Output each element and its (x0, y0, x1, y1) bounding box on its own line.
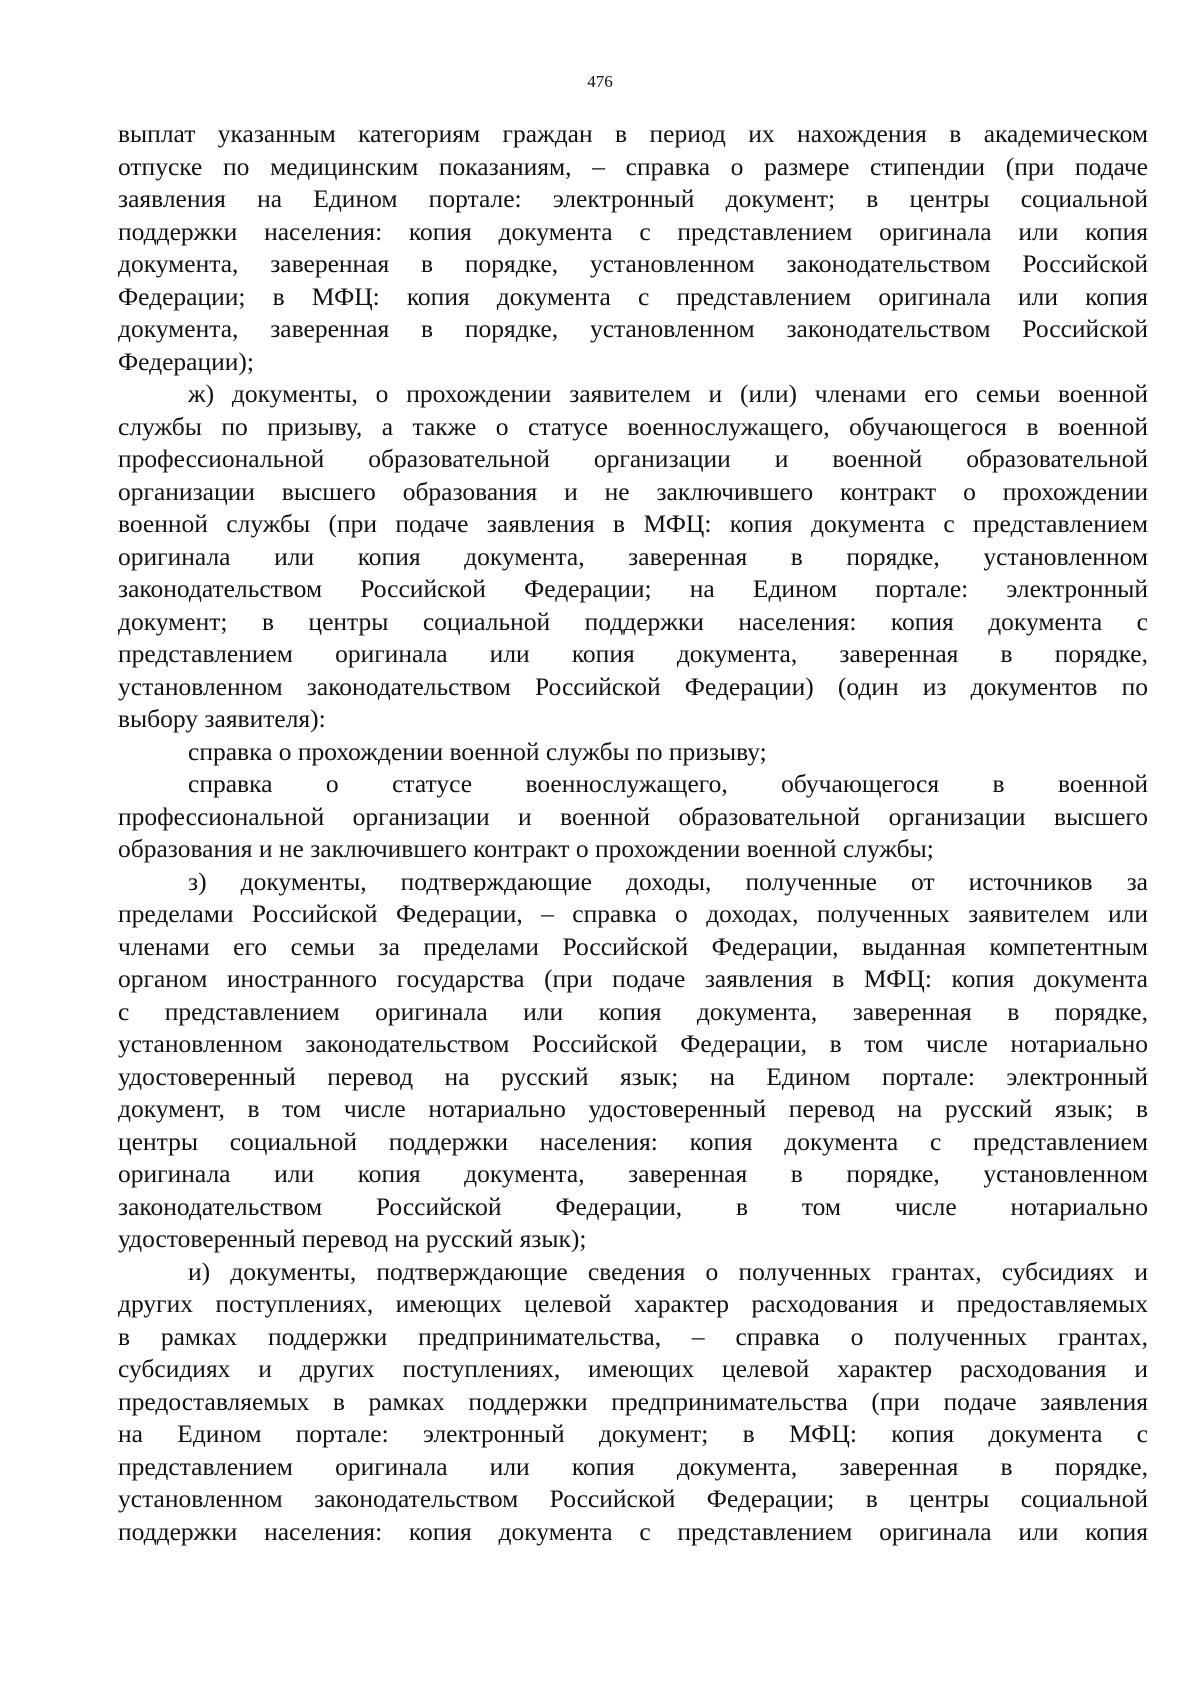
text-line: центры социальной поддержки населения: копия документа с представлением (118, 1126, 1148, 1156)
text-line: представлением оригинала или копия документа, заверенная в порядке, (118, 1451, 1148, 1481)
text-line: других поступлениях, имеющих целевой характер расходования и предоставляемых (118, 1289, 1148, 1318)
text-line: законодательством Российской Федерации; на Едином портале: электронный (118, 574, 1148, 603)
text-line: справка о статусе военнослужащего, обучающегося в военной (188, 769, 1148, 798)
text-line: военной службы (при подаче заявления в МФЦ: копия документа с представлением (118, 509, 1148, 538)
text-line: установленном законодательством Российской Федерации) (один из документов по (118, 671, 1148, 701)
text-line: органом иностранного государства (при подаче заявления в МФЦ: копия документа (118, 964, 1148, 993)
text-line: представлением оригинала или копия документа, заверенная в порядке, (118, 639, 1148, 668)
text-line: выплат указанным категориям граждан в период их нахождения в академическом (118, 119, 1148, 148)
page-number: 476 (587, 72, 613, 91)
text-line: профессиональной образовательной организации и военной образовательной (118, 444, 1148, 473)
text-line: документа, заверенная в порядке, установленном законодательством Российской (118, 249, 1148, 278)
text-line: з) документы, подтверждающие доходы, полученные от источников за (188, 866, 1148, 896)
text-line: службы по призыву, а также о статусе военнослужащего, обучающегося в военной (118, 411, 1148, 441)
text-line: субсидиях и других поступлениях, имеющих целевой характер расходования и (118, 1354, 1148, 1383)
text-line: удостоверенный перевод на русский язык; на Едином портале: электронный (118, 1061, 1148, 1091)
text-line: Федерации; в МФЦ: копия документа с представлением оригинала или копия (118, 281, 1148, 311)
text-line: установленном законодательством Российской Федерации, в том числе нотариально (118, 1029, 1148, 1058)
text-line: документа, заверенная в порядке, установленном законодательством Российской (118, 314, 1148, 343)
text-line: оригинала или копия документа, заверенная в порядке, установленном (118, 541, 1148, 571)
text-line: ж) документы, о прохождении заявителем и (или) членами его семьи военной (188, 379, 1148, 408)
text-line: выбору заявителя): (118, 704, 326, 733)
text-line: законодательством Российской Федерации, в том числе нотариально (118, 1191, 1148, 1221)
document-body (118, 118, 1148, 1548)
text-line: удостоверенный перевод на русский язык); (118, 1224, 587, 1253)
text-line: документ, в том числе нотариально удостоверенный перевод на русский язык; в (118, 1094, 1148, 1123)
text-line: на Едином портале: электронный документ; в МФЦ: копия документа с (118, 1419, 1148, 1448)
text-line: документ; в центры социальной поддержки населения: копия документа с (118, 606, 1148, 636)
text-line: оригинала или копия документа, заверенная в порядке, установленном (118, 1159, 1148, 1188)
text-line: заявления на Едином портале: электронный документ; в центры социальной (118, 184, 1148, 213)
text-line: членами его семьи за пределами Российской Федерации, выданная компетентным (118, 931, 1148, 961)
text-line: организации высшего образования и не заключившего контракт о прохождении (118, 476, 1148, 506)
text-line: профессиональной организации и военной образовательной организации высшего (118, 801, 1148, 831)
text-line: пределами Российской Федерации, – справка о доходах, полученных заявителем или (118, 899, 1148, 928)
text-line: образования и не заключившего контракт о прохождении военной службы; (118, 834, 934, 863)
text-line: предоставляемых в рамках поддержки предпринимательства (при подаче заявления (118, 1386, 1148, 1416)
text-line: установленном законодательством Российской Федерации; в центры социальной (118, 1484, 1148, 1513)
text-line: в рамках поддержки предпринимательства, – справка о полученных грантах, (118, 1321, 1148, 1351)
text-line: справка о прохождении военной службы по призыву; (188, 736, 767, 766)
text-line: и) документы, подтверждающие сведения о полученных грантах, субсидиях и (188, 1256, 1148, 1286)
text-line: поддержки населения: копия документа с представлением оригинала или копия (118, 1516, 1148, 1546)
text-line: отпуске по медицинским показаниям, – справка о размере стипендии (при подаче (118, 151, 1148, 181)
text-line: поддержки населения: копия документа с представлением оригинала или копия (118, 216, 1148, 246)
text-line: с представлением оригинала или копия документа, заверенная в порядке, (118, 996, 1148, 1026)
text-line: Федерации); (118, 346, 255, 376)
